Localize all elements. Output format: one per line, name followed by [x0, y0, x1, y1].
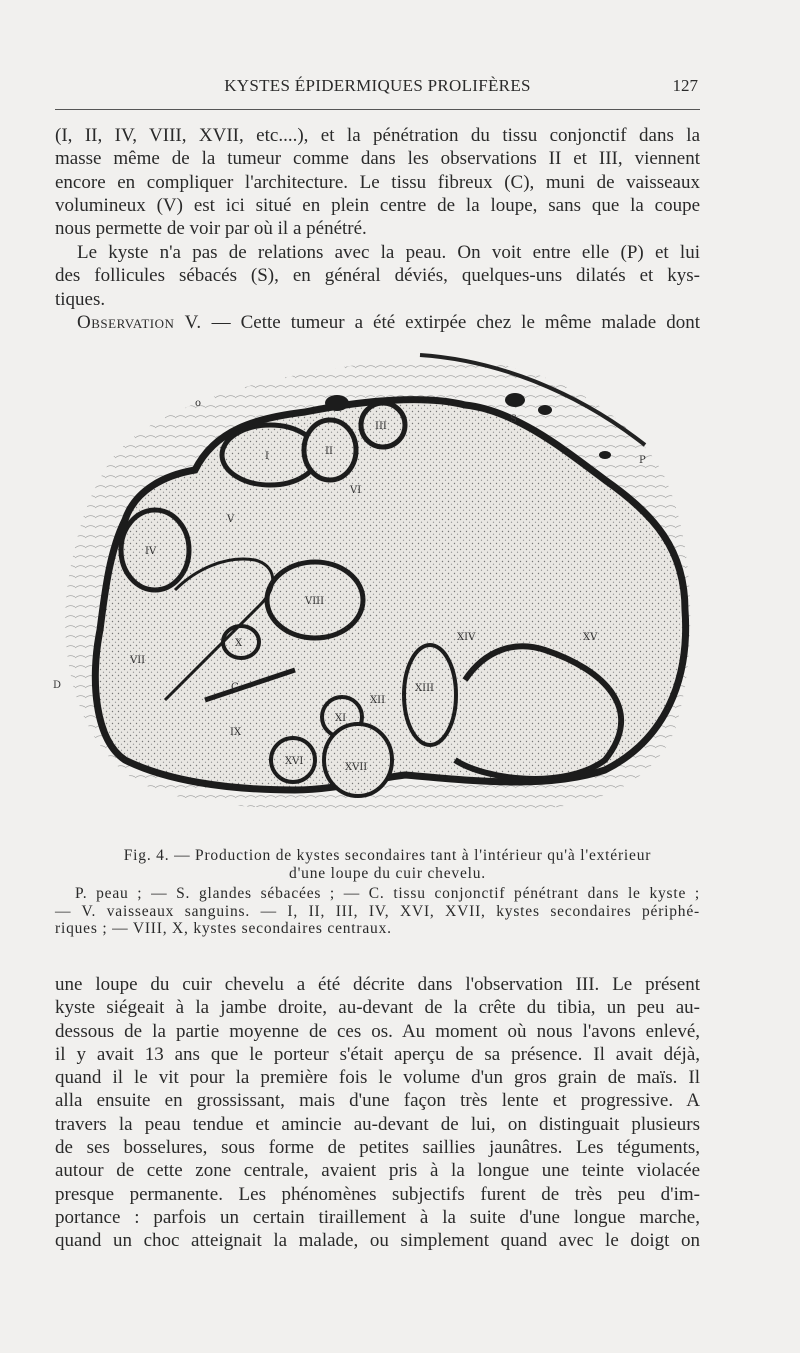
text-line: presque permanente. Les phénomènes subjectifs furent de très peu d'im- [55, 1183, 700, 1205]
label-V: V [227, 514, 235, 525]
text-line: kyste siégeait à la jambe droite, au-devant de la crête du tibia, un peu au- [55, 997, 700, 1019]
label-XI: XI [335, 713, 347, 724]
text-line: (I, II, IV, VIII, XVII, etc....), et la pénétration du tissu conjonctif dans la [55, 125, 700, 146]
histology-figure [45, 350, 700, 830]
text-line: travers la peau tendue et amincie au-devant de lui, on distinguait plusieurs [55, 1113, 700, 1135]
label-III: III [375, 421, 387, 432]
label-VII: VII [130, 655, 146, 666]
header-rule [55, 109, 700, 110]
label-V-vessel: D [53, 680, 62, 691]
text-line: Le kyste n'a pas de relations avec la peau. On voit entre elle (P) et lui [77, 242, 700, 263]
text-line: alla ensuite en grossissant, mais d'une façon très lente et progressive. A [55, 1090, 700, 1112]
text-line: nous permette de voir par où il a pénétré. [55, 218, 367, 240]
sebaceous-gland [538, 405, 552, 415]
label-XII: XII [370, 695, 386, 706]
label-XV: XV [583, 632, 598, 643]
text-line: masse même de la tumeur comme dans les observations II et III, viennent [55, 148, 700, 170]
label-X: X [235, 638, 243, 649]
paragraph-skin-relations [55, 241, 700, 311]
text-line: tiques. [55, 288, 106, 310]
observation-heading: Observation V. [77, 312, 202, 333]
text-line: encore en compliquer l'architecture. Le tissu fibreux (C), muni de vaisseaux [55, 171, 700, 193]
label-VIII: VIII [305, 596, 325, 607]
caption-line: P. peau ; — S. glandes sébacées ; — C. tissu conjonctif pénétrant dans le kyste ; [75, 885, 700, 902]
cyst-section-drawing [45, 350, 700, 830]
label-C: C [231, 682, 239, 693]
label-XVI: XVI [285, 756, 304, 767]
label-IV: IV [145, 546, 157, 557]
label-II: II [325, 446, 333, 457]
text-line: portance : parfois un certain tiraillement à la suite d'une longue marche, [55, 1206, 700, 1228]
paragraph-case-description [55, 973, 700, 1253]
paragraph-continued [55, 124, 700, 240]
label-XIV: XIV [457, 632, 476, 643]
label-XIII: XIII [415, 683, 434, 694]
label-I: I [265, 451, 269, 462]
text-line: quand il le vit pour la première fois le volume d'un gros grain de maïs. Il [55, 1067, 700, 1089]
page-number: 127 [672, 76, 698, 95]
sebaceous-gland [599, 451, 611, 459]
sebaceous-gland [505, 393, 525, 407]
text-line: une loupe du cuir chevelu a été décrite dans l'observation III. Le présent [55, 974, 700, 995]
text-line: des follicules sébacés (S), en général déviés, quelques-uns dilatés et kys- [55, 265, 700, 287]
label-P: P [639, 455, 646, 466]
cyst-XVII [324, 724, 392, 796]
caption-line: — V. vaisseaux sanguins. — I, II, III, IV, XVI, XVII, kystes secondaires périphé- [55, 902, 700, 920]
caption-line: Fig. 4. — Production de kystes secondaires tant à l'intérieur qu'à l'extérieur [123, 847, 652, 864]
label-XVII: XVII [345, 762, 368, 773]
figure-caption-title [75, 847, 700, 882]
label-IX: IX [230, 727, 242, 738]
text-line: de ses bosselures, sous forme de petites saillies jaunâtres. Les téguments, [55, 1137, 700, 1159]
caption-line: d'une loupe du cuir chevelu. [289, 864, 486, 882]
label-o: o [195, 398, 202, 409]
label-S: S [510, 414, 517, 425]
running-head [55, 72, 700, 102]
sebaceous-gland [325, 395, 349, 411]
paragraph-observation [55, 311, 700, 334]
text-line: il y avait 13 ans que le porteur s'était aperçu de sa présence. Il avait déjà, [55, 1043, 700, 1065]
observation-text: — Cette tumeur a été extirpée chez le même malade dont [201, 312, 700, 333]
text-line: dessous de la partie moyenne de ces os. Au moment où nous l'avons enlevé, [55, 1020, 700, 1042]
text-line: autour de cette zone centrale, avaient pris à la longue une teinte violacée [55, 1160, 700, 1182]
caption-line: riques ; — VIII, X, kystes secondaires centraux. [55, 920, 392, 937]
text-line [55, 311, 700, 334]
figure-caption-legend [55, 885, 700, 938]
text-line: volumineux (V) est ici situé en plein centre de la loupe, sans que la coupe [55, 194, 700, 216]
label-VI: VI [350, 485, 362, 496]
text-line: quand un choc atteignait la malade, ou simplement quand avec le doigt on [55, 1230, 700, 1252]
cyst-XIII [404, 645, 456, 745]
running-title: KYSTES ÉPIDERMIQUES PROLIFÈRES [224, 76, 531, 95]
